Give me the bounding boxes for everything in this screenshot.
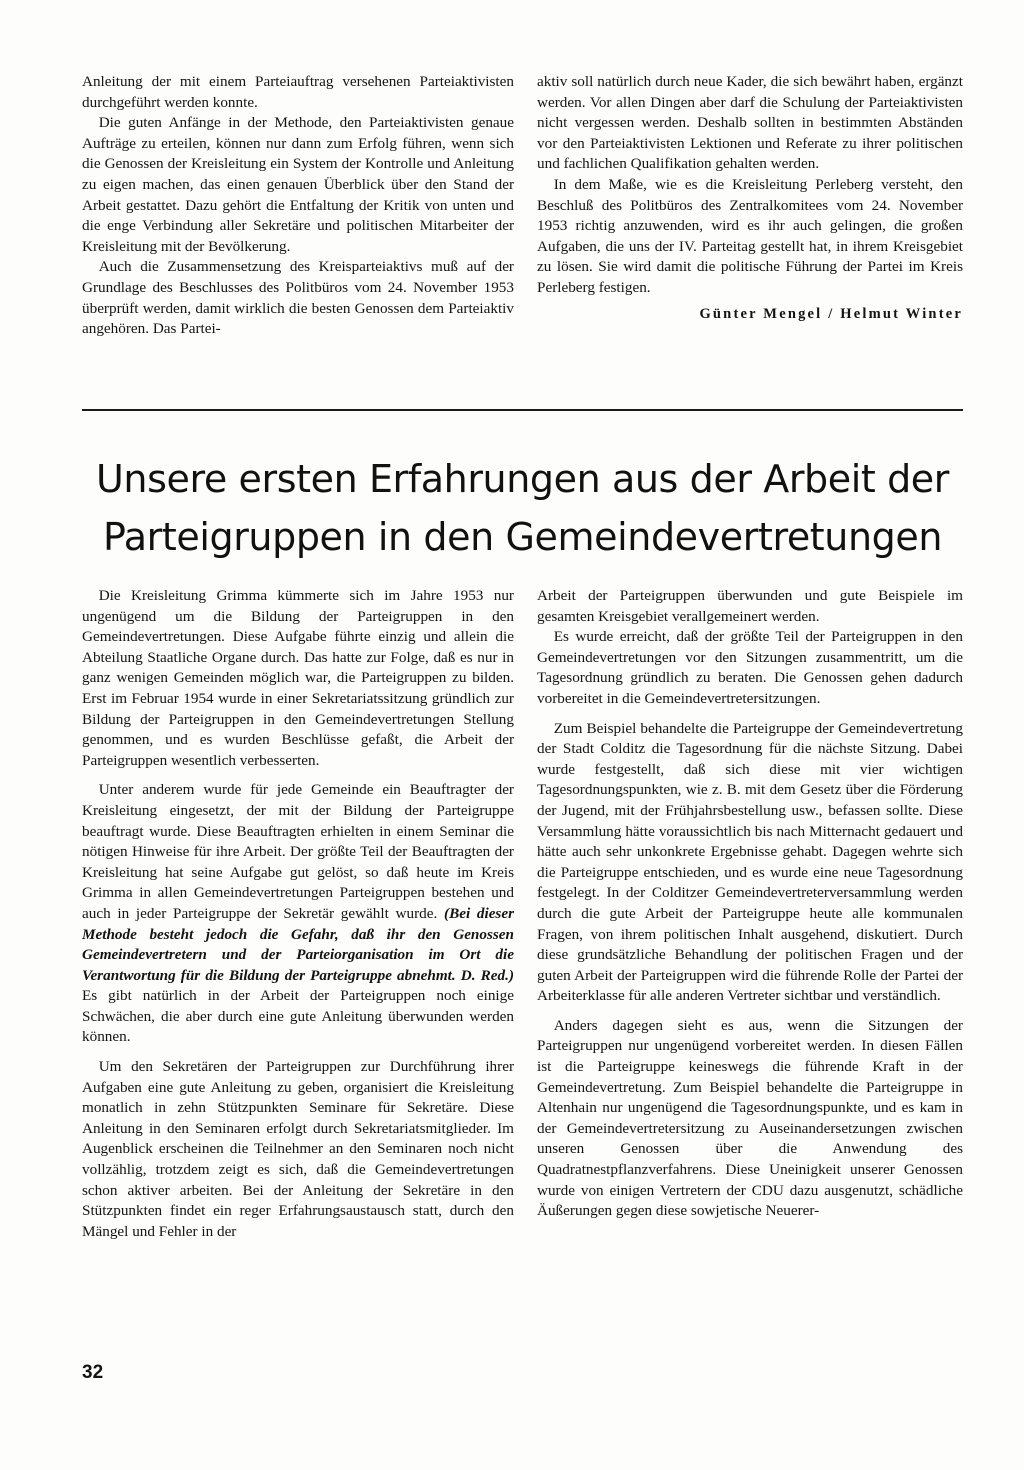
paragraph-text: Unter anderem wurde für jede Gemeinde ein Beauftragter der Kreisleitung eingesetzt, der mit der Bildung der Parteigruppe beauftragt wurde. Diese Beauftragten erhielten in einem Seminar die nötigen Hinweise für ihre Arbeit. Der größte Teil der Beauftragten der Kreisleitung hat seine Aufgabe gut gelöst, so daß heute im Kreis Grimma in allen Gemeindevertretungen Parteigruppen bestehen und auch in jeder Parteigruppe der Sekretär gewählt wurde. [82, 781, 514, 922]
section-divider [82, 409, 963, 411]
previous-article-left-column [82, 72, 514, 340]
editorial-note: (Bei dieser Methode besteht jedoch die Gefahr, daß ihr den Genossen Gemeindevertretern und der Parteiorganisation im Ort die Verantwortung für die Bildung der Parteigruppe abnehmt. D. Red.) [82, 904, 514, 984]
page-number: 32 [82, 1362, 104, 1383]
article-right-column [537, 586, 963, 1222]
article-left-column [82, 586, 514, 1242]
paragraph: Anders dagegen sieht es aus, wenn die Sitzungen der Parteigruppen nur ungenügend vorbereitet werden. In diesen Fällen ist die Parteigruppe keineswegs die führende Kraft in der Gemeindevertretung. Zum Beispiel behandelte die Parteigruppe in Altenhain nur ungenügend die Tagesordnungspunkte, und es kam in der Gemeindevertretersitzung zu Auseinandersetzungen zwischen unseren Genossen über die Anwendung des Quadratnestpflanzverfahrens. Diese Uneinigkeit unserer Genossen wurde von einigen Vertretern der CDU dazu ausgenutzt, schädliche Äußerungen gegen diese sowjetische Neuerer- [537, 1016, 963, 1220]
paragraph: Anleitung der mit einem Parteiauftrag versehenen Parteiaktivisten durchgeführt werden konnte. [82, 73, 514, 111]
paragraph: aktiv soll natürlich durch neue Kader, die sich bewährt haben, ergänzt werden. Vor allen Dingen aber darf die Schulung der Parteiaktivisten nicht vergessen werden. Deshalb sollten in bestimmten Abständen vor den Parteiaktivisten Lektionen und Referate zu ihrer politischen und fachlichen Qualifikation gehalten werden. [537, 73, 963, 173]
paragraph [82, 780, 514, 1048]
paragraph: Auch die Zusammensetzung des Kreisparteiaktivs muß auf der Grundlage des Beschlusses des Politbüros vom 24. November 1953 überprüft werden, damit wirklich die besten Genossen dem Parteiaktiv angehören. Das Partei- [82, 258, 514, 338]
article-headline: Unsere ersten Erfahrungen aus der Arbeit der Parteigruppen in den Gemeindevertretungen [95, 457, 950, 559]
paragraph: Die guten Anfänge in der Methode, den Parteiaktivisten genaue Aufträge zu erteilen, können nur dann zum Erfolg führen, wenn sich die Genossen der Kreisleitung ein System der Kontrolle und Anleitung zu eigen machen, das einen genauen Überblick über den Stand der Arbeit gestattet. Dazu gehört die Entfaltung der Kritik von unten und die enge Verbindung aller Sekretäre und politischen Mitarbeiter der Kreisleitung mit der Bevölkerung. [82, 114, 514, 255]
paragraph: Um den Sekretären der Parteigruppen zur Durchführung ihrer Aufgaben eine gute Anleitung zu geben, organisiert die Kreisleitung monatlich in zehn Stützpunkten Seminare für Sekretäre. Diese Anleitung in den Seminaren erfolgt durch Sekretariatsmitglieder. Im Augenblick erscheinen die Teilnehmer an den Seminaren noch nicht vollzählig, trotzdem zeigt es sich, daß die Gemeindevertretungen schon aktiver arbeiten. Bei der Anleitung der Sekretäre in den Stützpunkten findet ein reger Erfahrungsaustausch statt, durch den Mängel und Fehler in der [82, 1058, 514, 1240]
article-authors: Günter Mengel / Helmut Winter [699, 305, 963, 322]
paragraph: In dem Maße, wie es die Kreisleitung Perleberg versteht, den Beschluß des Politbüros des Zentralkomitees vom 24. November 1953 richtig anzuwenden, wird es ihr auch gelingen, die großen Aufgaben, die uns der IV. Parteitag gestellt hat, in ihrem Kreisgebiet zu lösen. Sie wird damit die politische Führung der Partei im Kreis Perleberg festigen. [537, 175, 963, 296]
previous-article-right-column [537, 72, 963, 324]
paragraph-text: Es gibt natürlich in der Arbeit der Parteigruppen noch einige Schwächen, die aber durch eine gute Anleitung überwunden werden können. [82, 987, 514, 1046]
paragraph: Arbeit der Parteigruppen überwunden und gute Beispiele im gesamten Kreisgebiet verallgemeinert werden. [537, 587, 963, 625]
paragraph: Zum Beispiel behandelte die Parteigruppe der Gemeindevertretung der Stadt Colditz die Tagesordnung für die nächste Sitzung. Dabei wurde festgestellt, daß sich diese mit vier wichtigen Tagesordnungspunkten, wie z. B. mit dem Gesetz über die Förderung der Jugend, mit der Frühjahrsbestellung usw., befassen sollte. Diese Versammlung hätte voraussichtlich bis nach Mitternacht gedauert und hätte auch sehr unkonkrete Ergebnisse gehabt. Dagegen wehrte sich die Parteigruppe entschieden, und es wurde eine neue Tagesordnung festgelegt. In der Colditzer Gemeindevertreterversammlung werden durch die gute Arbeit der Parteigruppe heute alle kommunalen Fragen, von ihrem politischen Inhalt ausgehend, diskutiert. Durch diese grundsätzliche Behandlung der politischen Fragen und der guten Arbeit der Parteigruppen wird die führende Rolle der Partei der Arbeiterklasse für alle anderen Vertreter sichtbar und verständlich. [537, 719, 963, 1005]
paragraph: Es wurde erreicht, daß der größte Teil der Parteigruppen in den Gemeindevertretungen vor den Sitzungen zusammentritt, um die Tagesordnung gründlich zu beraten. Die Genossen gehen dadurch vorbereitet in die Gemeindevertretersitzungen. [537, 628, 963, 707]
paragraph: Die Kreisleitung Grimma kümmerte sich im Jahre 1953 nur ungenügend um die Bildung der Parteigruppen in den Gemeindevertretungen. Diese Aufgabe führte einzig und allein die Abteilung Staatliche Organe durch. Das hatte zur Folge, daß es nur in ganz wenigen Gemeinden möglich war, die Parteigruppen zu bilden. Erst im Februar 1954 wurde in einer Sekretariatssitzung gründlich zur Bildung der Parteigruppen in den Gemeindevertretungen Stellung genommen, und es wurden Beschlüsse gefaßt, die Arbeit der Parteigruppen wesentlich verbesserten. [82, 587, 514, 769]
